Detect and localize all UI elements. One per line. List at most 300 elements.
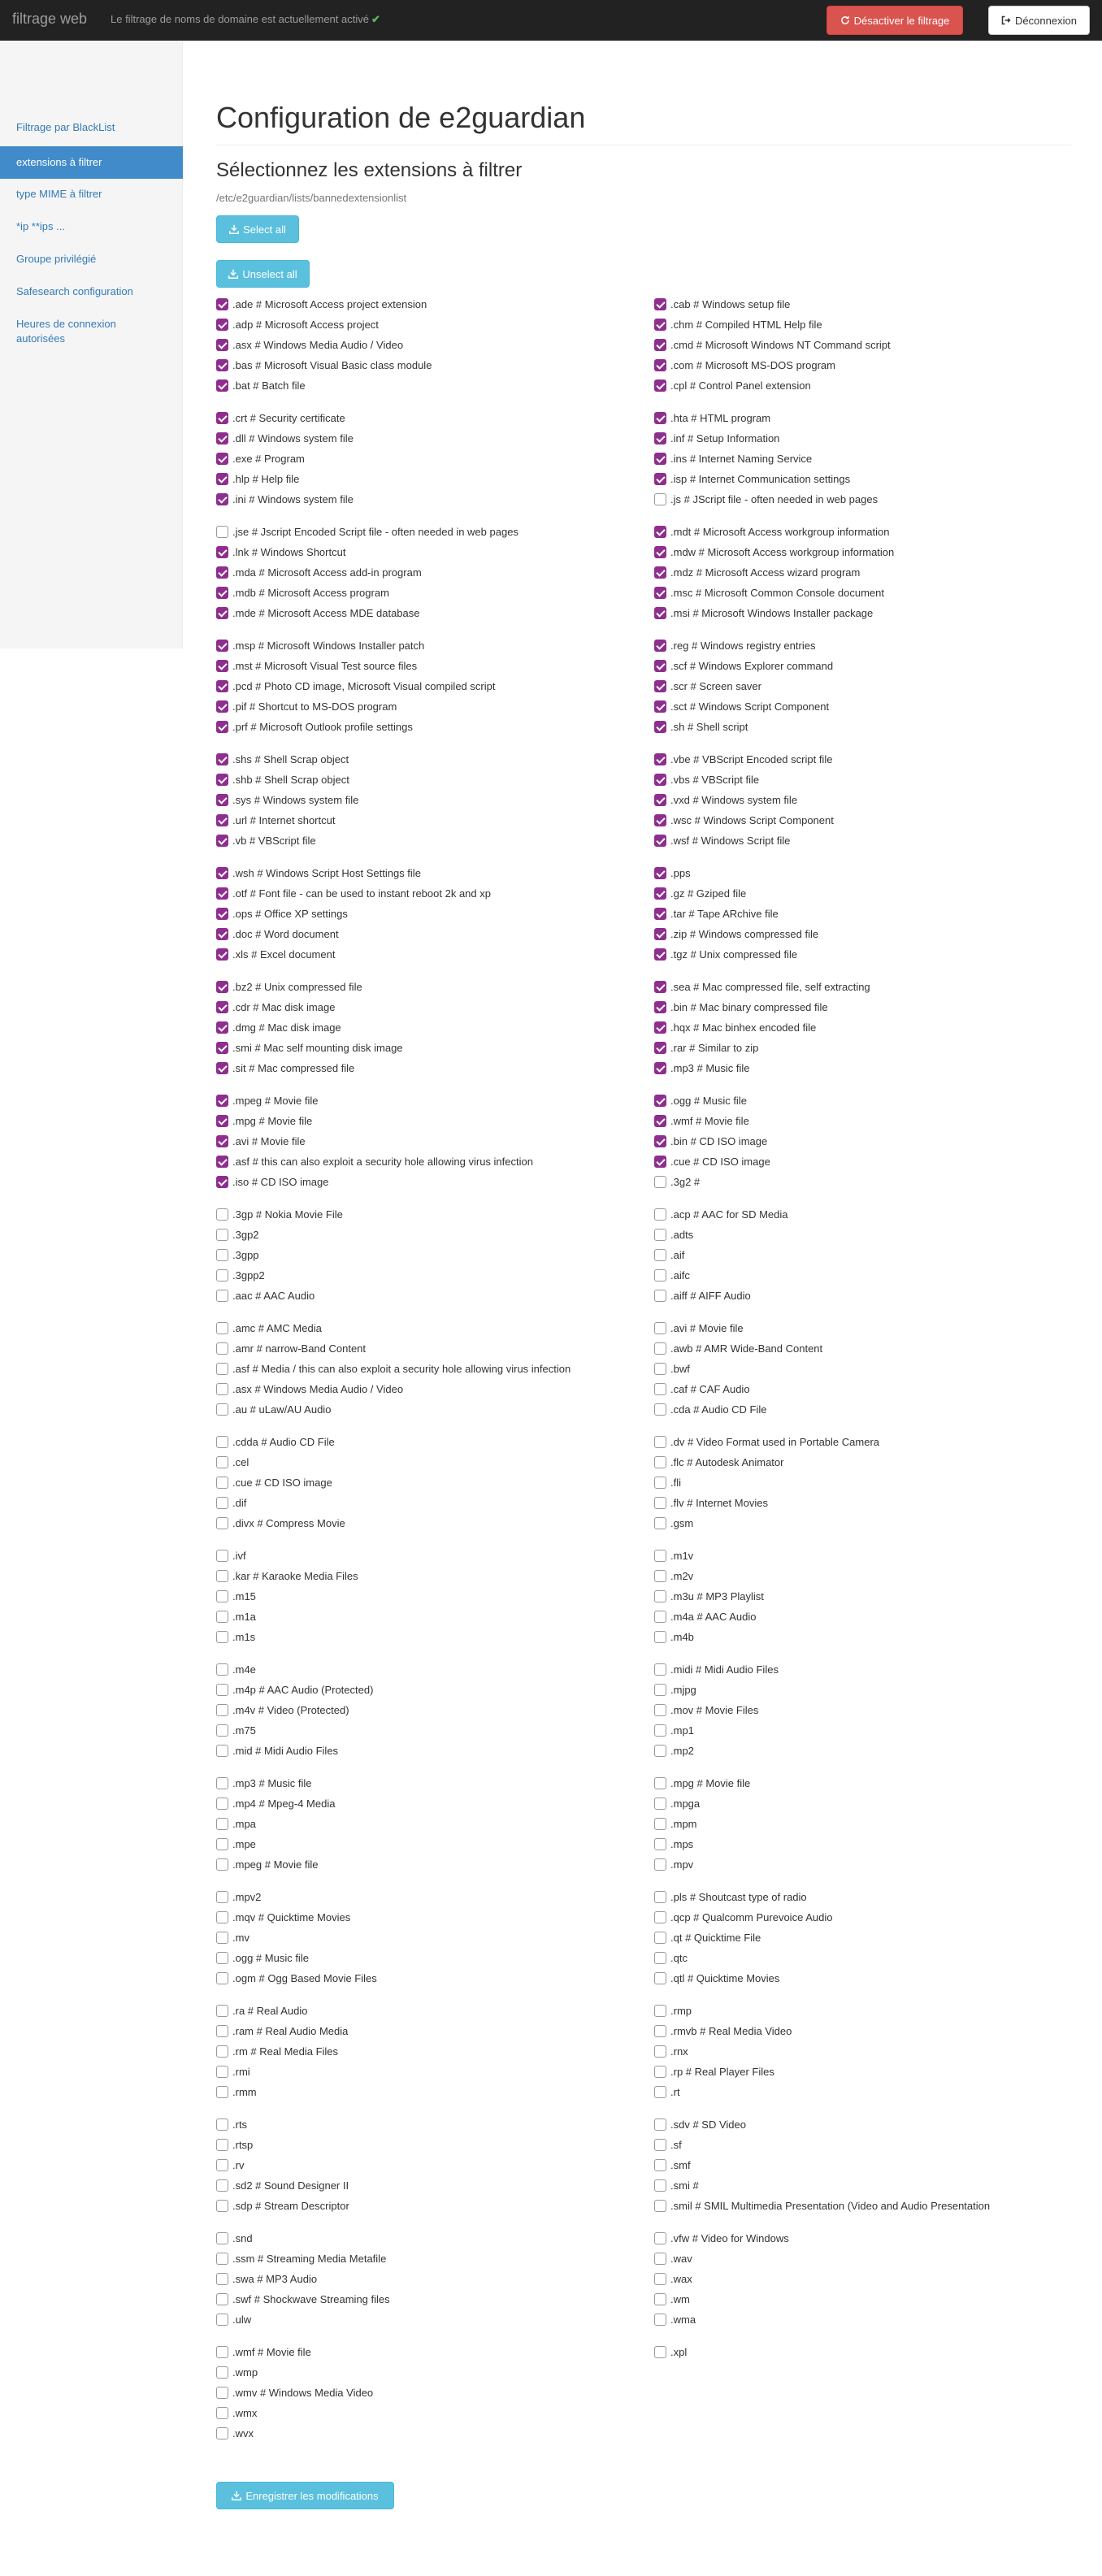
extension-checkbox-row[interactable] (654, 1205, 788, 1223)
extension-checkbox-row[interactable] (216, 1628, 255, 1646)
extension-checkbox-row[interactable] (216, 2249, 386, 2267)
extension-checkbox-row[interactable] (216, 1152, 533, 1170)
extension-checkbox[interactable] (654, 1631, 666, 1643)
extension-checkbox[interactable] (216, 1932, 228, 1944)
extension-checkbox-row[interactable] (216, 2062, 250, 2080)
brand-link[interactable]: filtrage web (12, 11, 88, 27)
extension-checkbox[interactable] (654, 794, 666, 806)
extension-checkbox[interactable] (216, 453, 228, 465)
extension-checkbox-row[interactable] (216, 904, 348, 922)
extension-checkbox-row[interactable] (654, 1091, 747, 1109)
extension-checkbox[interactable] (654, 2025, 666, 2037)
extension-checkbox[interactable] (216, 2086, 228, 2098)
extension-checkbox-row[interactable] (216, 2424, 254, 2442)
extension-checkbox-row[interactable] (216, 2136, 253, 2153)
extension-checkbox-row[interactable] (216, 1815, 256, 1832)
extension-checkbox[interactable] (216, 412, 228, 424)
extension-checkbox[interactable] (654, 1704, 666, 1716)
extension-checkbox-row[interactable] (216, 677, 495, 695)
extension-checkbox[interactable] (654, 2253, 666, 2265)
extension-checkbox[interactable] (216, 721, 228, 733)
extension-checkbox-row[interactable] (216, 1018, 341, 1036)
extension-checkbox-row[interactable] (216, 2042, 338, 2060)
extension-checkbox-row[interactable] (654, 1266, 690, 1284)
extension-checkbox-row[interactable] (654, 636, 815, 654)
extension-checkbox[interactable] (216, 359, 228, 371)
extension-checkbox[interactable] (654, 948, 666, 961)
extension-checkbox[interactable] (654, 1798, 666, 1810)
extension-checkbox-row[interactable] (654, 315, 822, 333)
extension-checkbox-row[interactable] (216, 1794, 335, 1812)
extension-checkbox-row[interactable] (654, 1494, 768, 1511)
extension-checkbox-row[interactable] (216, 1400, 331, 1418)
extension-checkbox[interactable] (654, 2139, 666, 2151)
extension-checkbox-row[interactable] (654, 811, 834, 829)
extension-checkbox-row[interactable] (654, 1628, 694, 1646)
extension-checkbox-row[interactable] (654, 904, 779, 922)
extension-checkbox-row[interactable] (654, 1132, 767, 1150)
extension-checkbox[interactable] (216, 379, 228, 392)
extension-checkbox[interactable] (654, 1322, 666, 1334)
disable-filtering-button[interactable] (826, 6, 963, 35)
extension-checkbox[interactable] (654, 1290, 666, 1302)
extension-checkbox[interactable] (654, 2118, 666, 2131)
extension-checkbox[interactable] (654, 887, 666, 900)
extension-checkbox[interactable] (216, 607, 228, 619)
extension-checkbox[interactable] (654, 1229, 666, 1241)
extension-checkbox-row[interactable] (216, 1888, 261, 1906)
extension-checkbox[interactable] (216, 1290, 228, 1302)
extension-checkbox[interactable] (654, 774, 666, 786)
extension-checkbox[interactable] (654, 721, 666, 733)
extension-checkbox-row[interactable] (216, 1587, 256, 1605)
extension-checkbox[interactable] (216, 1135, 228, 1147)
extension-checkbox-row[interactable] (654, 2001, 692, 2019)
extension-checkbox[interactable] (216, 1818, 228, 1830)
extension-checkbox-row[interactable] (654, 470, 850, 488)
extension-checkbox-row[interactable] (216, 831, 316, 849)
extension-checkbox-row[interactable] (654, 864, 691, 882)
extension-checkbox-row[interactable] (654, 1339, 822, 1357)
extension-checkbox[interactable] (654, 2045, 666, 2058)
extension-checkbox[interactable] (654, 359, 666, 371)
extension-checkbox-row[interactable] (654, 449, 812, 467)
extension-checkbox[interactable] (654, 1777, 666, 1789)
extension-checkbox-row[interactable] (216, 1286, 315, 1304)
extension-checkbox[interactable] (654, 835, 666, 847)
extension-checkbox-row[interactable] (654, 1928, 761, 1946)
extension-checkbox-row[interactable] (654, 831, 790, 849)
extension-checkbox-row[interactable] (654, 409, 770, 427)
extension-checkbox[interactable] (654, 1383, 666, 1395)
extension-checkbox[interactable] (216, 1062, 228, 1074)
extension-checkbox[interactable] (654, 680, 666, 692)
extension-checkbox-row[interactable] (654, 2042, 688, 2060)
extension-checkbox-row[interactable] (654, 1567, 693, 1585)
extension-checkbox[interactable] (216, 1570, 228, 1582)
extension-checkbox-row[interactable] (216, 295, 427, 313)
extension-checkbox-row[interactable] (216, 409, 345, 427)
extension-checkbox-row[interactable] (216, 2083, 257, 2101)
extension-checkbox-row[interactable] (216, 2363, 258, 2381)
extension-checkbox-row[interactable] (654, 2115, 746, 2133)
extension-checkbox[interactable] (216, 1363, 228, 1375)
extension-checkbox-row[interactable] (216, 1928, 249, 1946)
extension-checkbox[interactable] (654, 1590, 666, 1602)
extension-checkbox[interactable] (216, 1590, 228, 1602)
extension-checkbox[interactable] (216, 1229, 228, 1241)
extension-checkbox[interactable] (654, 1838, 666, 1850)
extension-checkbox-row[interactable] (216, 1453, 249, 1471)
extension-checkbox-row[interactable] (654, 2083, 680, 2101)
extension-checkbox[interactable] (216, 1497, 228, 1509)
extension-checkbox-row[interactable] (216, 718, 413, 735)
extension-checkbox-row[interactable] (216, 2156, 244, 2174)
extension-checkbox[interactable] (216, 1704, 228, 1716)
extension-checkbox-row[interactable] (654, 2270, 692, 2288)
extension-checkbox[interactable] (216, 432, 228, 445)
extension-checkbox-row[interactable] (216, 657, 417, 674)
extension-checkbox[interactable] (216, 2366, 228, 2379)
extension-checkbox[interactable] (654, 379, 666, 392)
extension-checkbox-row[interactable] (654, 1815, 697, 1832)
sidebar-item-extensions[interactable]: extensions à filtrer (0, 146, 183, 179)
extension-checkbox[interactable] (654, 473, 666, 485)
extension-checkbox[interactable] (216, 2346, 228, 2358)
sidebar-item-mime[interactable]: type MIME à filtrer (16, 188, 102, 200)
extension-checkbox[interactable] (216, 1095, 228, 1107)
extension-checkbox-row[interactable] (654, 1701, 758, 1719)
extension-checkbox[interactable] (216, 566, 228, 579)
extension-checkbox[interactable] (654, 587, 666, 599)
extension-checkbox[interactable] (216, 298, 228, 310)
extension-checkbox-row[interactable] (654, 2136, 682, 2153)
extension-checkbox[interactable] (654, 1570, 666, 1582)
extension-checkbox-row[interactable] (654, 583, 884, 601)
extension-checkbox[interactable] (216, 2293, 228, 2305)
extension-checkbox-row[interactable] (654, 884, 746, 902)
extension-checkbox-row[interactable] (216, 1319, 322, 1337)
extension-checkbox[interactable] (654, 607, 666, 619)
extension-checkbox[interactable] (654, 526, 666, 538)
extension-checkbox-row[interactable] (654, 543, 894, 561)
extension-checkbox-row[interactable] (654, 657, 833, 674)
extension-checkbox-row[interactable] (216, 2310, 251, 2328)
extension-checkbox[interactable] (654, 1818, 666, 1830)
extension-checkbox-row[interactable] (216, 1721, 256, 1739)
extension-checkbox-row[interactable] (216, 429, 354, 447)
extension-checkbox[interactable] (216, 2005, 228, 2017)
extension-checkbox-row[interactable] (216, 1567, 358, 1585)
extension-checkbox[interactable] (654, 2066, 666, 2078)
extension-checkbox[interactable] (216, 774, 228, 786)
extension-checkbox[interactable] (216, 660, 228, 672)
extension-checkbox[interactable] (654, 1497, 666, 1509)
extension-checkbox[interactable] (216, 2387, 228, 2399)
extension-checkbox[interactable] (216, 587, 228, 599)
extension-checkbox-row[interactable] (216, 2001, 308, 2019)
extension-checkbox[interactable] (216, 2025, 228, 2037)
extension-checkbox-row[interactable] (654, 1286, 751, 1304)
extension-checkbox[interactable] (216, 1042, 228, 1054)
extension-checkbox-row[interactable] (216, 543, 345, 561)
extension-checkbox-row[interactable] (216, 770, 349, 788)
extension-checkbox-row[interactable] (216, 998, 335, 1016)
extension-checkbox-row[interactable] (654, 1173, 700, 1190)
extension-checkbox-row[interactable] (654, 2249, 692, 2267)
extension-checkbox[interactable] (216, 640, 228, 652)
extension-checkbox-row[interactable] (654, 677, 761, 695)
extension-checkbox[interactable] (654, 1745, 666, 1757)
extension-checkbox-row[interactable] (216, 315, 379, 333)
extension-checkbox[interactable] (216, 1342, 228, 1355)
extension-checkbox-row[interactable] (216, 1339, 366, 1357)
extension-checkbox-row[interactable] (654, 604, 873, 622)
extension-checkbox-row[interactable] (654, 1721, 694, 1739)
extension-checkbox[interactable] (216, 887, 228, 900)
extension-checkbox[interactable] (216, 1745, 228, 1757)
extension-checkbox-row[interactable] (654, 2197, 990, 2214)
extension-checkbox-row[interactable] (654, 1774, 750, 1792)
extension-checkbox-row[interactable] (654, 945, 797, 963)
extension-checkbox[interactable] (216, 753, 228, 765)
extension-checkbox[interactable] (216, 546, 228, 558)
extension-checkbox[interactable] (216, 339, 228, 351)
extension-checkbox[interactable] (654, 1269, 666, 1281)
extension-checkbox-row[interactable] (654, 1246, 684, 1264)
extension-checkbox-row[interactable] (654, 697, 829, 715)
extension-checkbox-row[interactable] (654, 2229, 789, 2247)
extension-checkbox-row[interactable] (216, 978, 362, 995)
extension-checkbox[interactable] (654, 1477, 666, 1489)
extension-checkbox-row[interactable] (216, 791, 358, 809)
extension-checkbox[interactable] (216, 1477, 228, 1489)
extension-checkbox-row[interactable] (654, 1969, 779, 1987)
extension-checkbox[interactable] (654, 453, 666, 465)
extension-checkbox-row[interactable] (216, 336, 403, 353)
extension-checkbox[interactable] (654, 1342, 666, 1355)
extension-checkbox-row[interactable] (216, 2115, 247, 2133)
extension-checkbox-row[interactable] (654, 1319, 744, 1337)
extension-checkbox-row[interactable] (216, 1855, 319, 1873)
extension-checkbox-row[interactable] (216, 583, 389, 601)
logout-button[interactable] (988, 6, 1090, 35)
extension-checkbox-row[interactable] (654, 998, 828, 1016)
extension-checkbox[interactable] (654, 1911, 666, 1923)
extension-checkbox-row[interactable] (216, 1380, 403, 1398)
extension-checkbox-row[interactable] (654, 1514, 693, 1532)
extension-checkbox-row[interactable] (654, 2343, 687, 2361)
extension-checkbox[interactable] (216, 1631, 228, 1643)
extension-checkbox-row[interactable] (216, 356, 432, 374)
extension-checkbox-row[interactable] (654, 770, 759, 788)
select-all-button[interactable] (216, 215, 299, 243)
extension-checkbox-row[interactable] (216, 1607, 256, 1625)
extension-checkbox-row[interactable] (216, 2270, 317, 2288)
extension-checkbox[interactable] (654, 1517, 666, 1529)
extension-checkbox-row[interactable] (216, 1039, 403, 1056)
extension-checkbox-row[interactable] (654, 1680, 696, 1698)
extension-checkbox-row[interactable] (216, 884, 491, 902)
extension-checkbox-row[interactable] (216, 1433, 335, 1451)
extension-checkbox[interactable] (216, 2407, 228, 2419)
extension-checkbox-row[interactable] (654, 1380, 750, 1398)
extension-checkbox-row[interactable] (216, 1701, 349, 1719)
extension-checkbox[interactable] (216, 2179, 228, 2192)
extension-checkbox-row[interactable] (216, 1835, 256, 1853)
extension-checkbox[interactable] (654, 319, 666, 331)
extension-checkbox[interactable] (654, 339, 666, 351)
sidebar-item-blacklist[interactable]: Filtrage par BlackList (16, 121, 115, 133)
extension-checkbox[interactable] (654, 814, 666, 826)
extension-checkbox-row[interactable] (216, 1949, 309, 1967)
save-changes-button[interactable] (216, 2482, 394, 2509)
extension-checkbox-row[interactable] (216, 2290, 390, 2308)
extension-checkbox[interactable] (216, 1176, 228, 1188)
extension-checkbox[interactable] (216, 1684, 228, 1696)
extension-checkbox[interactable] (654, 2232, 666, 2244)
extension-checkbox-row[interactable] (654, 1607, 757, 1625)
extension-checkbox[interactable] (654, 981, 666, 993)
extension-checkbox-row[interactable] (216, 1546, 246, 1564)
extension-checkbox-row[interactable] (654, 563, 860, 581)
extension-checkbox-row[interactable] (216, 1205, 343, 1223)
extension-checkbox-row[interactable] (216, 1132, 306, 1150)
extension-checkbox[interactable] (654, 1115, 666, 1127)
extension-checkbox[interactable] (654, 753, 666, 765)
extension-checkbox[interactable] (216, 2314, 228, 2326)
extension-checkbox[interactable] (216, 1456, 228, 1468)
extension-checkbox[interactable] (216, 794, 228, 806)
extension-checkbox[interactable] (654, 1724, 666, 1737)
extension-checkbox[interactable] (216, 948, 228, 961)
extension-checkbox-row[interactable] (216, 1091, 319, 1109)
extension-checkbox[interactable] (654, 1249, 666, 1261)
extension-checkbox[interactable] (654, 1021, 666, 1034)
extension-checkbox-row[interactable] (216, 1741, 338, 1759)
extension-checkbox-row[interactable] (654, 523, 890, 540)
extension-checkbox-row[interactable] (216, 945, 335, 963)
extension-checkbox-row[interactable] (216, 750, 349, 768)
extension-checkbox-row[interactable] (654, 1908, 832, 1926)
extension-checkbox[interactable] (654, 1436, 666, 1448)
extension-checkbox[interactable] (654, 1858, 666, 1871)
extension-checkbox[interactable] (654, 2293, 666, 2305)
extension-checkbox-row[interactable] (654, 1855, 693, 1873)
extension-checkbox[interactable] (216, 1911, 228, 1923)
extension-checkbox-row[interactable] (654, 336, 891, 353)
extension-checkbox[interactable] (216, 2273, 228, 2285)
extension-checkbox-row[interactable] (216, 1059, 354, 1077)
extension-checkbox[interactable] (654, 640, 666, 652)
extension-checkbox[interactable] (654, 1932, 666, 1944)
extension-checkbox-row[interactable] (216, 1266, 265, 1284)
extension-checkbox-row[interactable] (216, 2229, 253, 2247)
extension-checkbox-row[interactable] (216, 2343, 311, 2361)
extension-checkbox[interactable] (216, 1001, 228, 1013)
extension-checkbox-row[interactable] (654, 791, 797, 809)
extension-checkbox-row[interactable] (654, 1587, 764, 1605)
extension-checkbox-row[interactable] (216, 1360, 571, 1377)
extension-checkbox-row[interactable] (216, 864, 421, 882)
extension-checkbox[interactable] (654, 1611, 666, 1623)
extension-checkbox-row[interactable] (216, 2383, 373, 2401)
extension-checkbox[interactable] (216, 1322, 228, 1334)
extension-checkbox[interactable] (654, 1135, 666, 1147)
extension-checkbox[interactable] (654, 1062, 666, 1074)
extension-checkbox-row[interactable] (654, 1112, 749, 1130)
sidebar-item-ips[interactable]: *ip **ips ... (16, 220, 65, 232)
extension-checkbox-row[interactable] (216, 1173, 329, 1190)
extension-checkbox[interactable] (216, 1891, 228, 1903)
extension-checkbox[interactable] (654, 493, 666, 505)
extension-checkbox[interactable] (216, 1403, 228, 1416)
sidebar-item-safesearch[interactable]: Safesearch configuration (16, 285, 133, 297)
extension-checkbox[interactable] (216, 473, 228, 485)
extension-checkbox-row[interactable] (654, 1473, 681, 1491)
extension-checkbox[interactable] (654, 2314, 666, 2326)
extension-checkbox-row[interactable] (216, 449, 305, 467)
extension-checkbox[interactable] (216, 2045, 228, 2058)
extension-checkbox[interactable] (654, 2346, 666, 2358)
extension-checkbox[interactable] (216, 1611, 228, 1623)
extension-checkbox-row[interactable] (216, 1494, 246, 1511)
extension-checkbox-row[interactable] (216, 2022, 348, 2040)
extension-checkbox[interactable] (654, 1363, 666, 1375)
extension-checkbox-row[interactable] (654, 1152, 770, 1170)
extension-checkbox[interactable] (216, 1724, 228, 1737)
extension-checkbox[interactable] (654, 432, 666, 445)
extension-checkbox-row[interactable] (654, 1660, 779, 1678)
unselect-all-button[interactable] (216, 260, 310, 288)
extension-checkbox[interactable] (216, 2159, 228, 2171)
extension-checkbox-row[interactable] (654, 2022, 792, 2040)
extension-checkbox[interactable] (654, 2005, 666, 2017)
extension-checkbox-row[interactable] (216, 604, 419, 622)
extension-checkbox[interactable] (654, 660, 666, 672)
extension-checkbox[interactable] (654, 867, 666, 879)
extension-checkbox[interactable] (654, 1663, 666, 1676)
extension-checkbox-row[interactable] (654, 1039, 758, 1056)
extension-checkbox-row[interactable] (216, 1225, 259, 1243)
extension-checkbox[interactable] (654, 1095, 666, 1107)
extension-checkbox-row[interactable] (216, 376, 306, 394)
extension-checkbox[interactable] (654, 298, 666, 310)
extension-checkbox[interactable] (654, 908, 666, 920)
extension-checkbox-row[interactable] (654, 429, 779, 447)
extension-checkbox[interactable] (216, 1249, 228, 1261)
extension-checkbox[interactable] (216, 981, 228, 993)
extension-checkbox-row[interactable] (654, 1741, 694, 1759)
extension-checkbox-row[interactable] (654, 2310, 696, 2328)
extension-checkbox[interactable] (216, 928, 228, 940)
extension-checkbox-row[interactable] (216, 1660, 256, 1678)
extension-checkbox[interactable] (216, 1156, 228, 1168)
extension-checkbox[interactable] (654, 1456, 666, 1468)
extension-checkbox-row[interactable] (216, 1680, 373, 1698)
extension-checkbox[interactable] (216, 1517, 228, 1529)
extension-checkbox[interactable] (216, 814, 228, 826)
extension-checkbox[interactable] (216, 2427, 228, 2439)
extension-checkbox[interactable] (216, 1115, 228, 1127)
extension-checkbox[interactable] (216, 908, 228, 920)
extension-checkbox[interactable] (216, 1972, 228, 1984)
extension-checkbox-row[interactable] (654, 490, 878, 508)
extension-checkbox[interactable] (654, 2179, 666, 2192)
extension-checkbox[interactable] (654, 2159, 666, 2171)
extension-checkbox[interactable] (654, 1684, 666, 1696)
extension-checkbox[interactable] (654, 1176, 666, 1188)
